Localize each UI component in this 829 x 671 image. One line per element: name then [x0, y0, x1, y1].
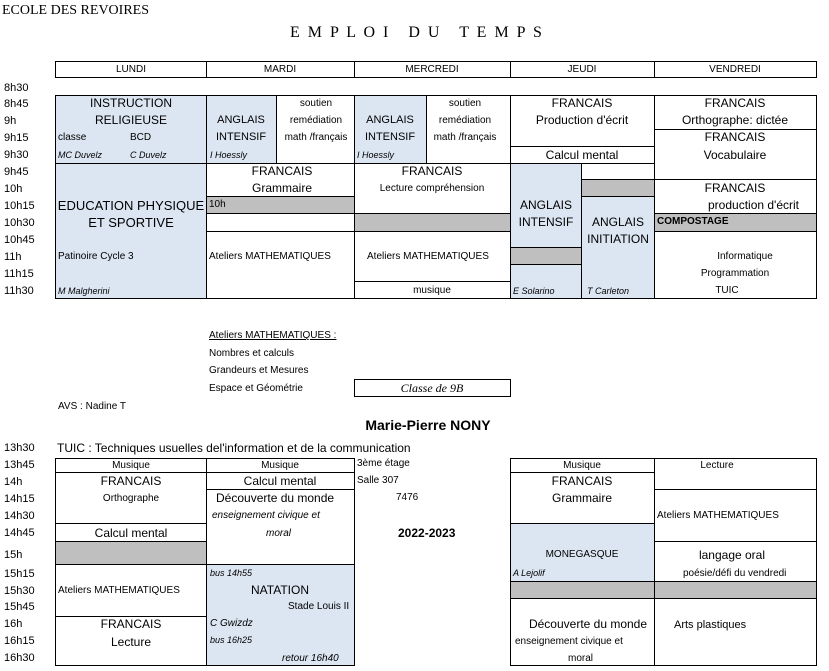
code-label: 7476 — [396, 492, 419, 503]
course-detail: Grammaire — [551, 491, 613, 505]
ateliers-title: Ateliers MATHEMATIQUES : — [209, 330, 337, 341]
course-detail: moral — [266, 528, 292, 539]
teacher-name: MC Duvelz — [58, 150, 103, 160]
course-title: Lecture — [700, 460, 734, 471]
break-label: 10h — [209, 199, 226, 210]
teacher-name: C Gwizdz — [210, 618, 253, 629]
course-title: ANGLAIS — [217, 114, 265, 126]
time-label: 15h15 — [4, 568, 35, 580]
course-detail: math /français — [284, 132, 348, 143]
course-detail: math /français — [433, 132, 497, 143]
mardi-break — [206, 196, 355, 214]
course-detail: Patinoire Cycle 3 — [58, 251, 134, 262]
school-year: 2022-2023 — [398, 526, 456, 540]
room-label: Salle 307 — [357, 475, 399, 486]
jeudi-empty — [581, 163, 655, 180]
mardi-ateliers — [206, 231, 355, 299]
course-detail: soutien — [299, 98, 333, 109]
ateliers-item: Espace et Géométrie — [209, 383, 303, 394]
course-detail: Grammaire — [251, 181, 313, 195]
course-detail: Programmation — [700, 268, 770, 279]
tuic-definition: TUIC : Techniques usuelles del'information et de la communication — [57, 441, 411, 455]
course-title: ANGLAIS — [366, 114, 414, 126]
teacher-name: T Carleton — [587, 286, 630, 296]
teacher-name: I Hoessly — [210, 150, 248, 160]
course-title: COMPOSTAGE — [657, 216, 729, 227]
time-label: 14h15 — [4, 493, 35, 505]
course-title: FRANCAIS — [251, 164, 313, 178]
day-label: JEUDI — [567, 64, 597, 75]
course-title: INTENSIF — [215, 131, 267, 143]
course-detail: soutien — [448, 98, 482, 109]
day-label: LUNDI — [115, 64, 147, 75]
course-detail: enseignement civique et — [515, 636, 623, 647]
course-title: NATATION — [251, 583, 309, 597]
course-title: Musique — [563, 460, 601, 471]
lundi-pm-break — [55, 541, 207, 565]
time-label: 10h — [4, 183, 23, 195]
course-title: Musique — [112, 460, 150, 471]
course-title: Calcul mental — [243, 474, 317, 488]
course-title: FRANCAIS — [401, 164, 463, 178]
day-label: VENDREDI — [709, 64, 761, 75]
course-title: Arts plastiques — [674, 619, 747, 631]
course-detail: Orthographe — [102, 493, 160, 504]
course-title: Musique — [261, 460, 299, 471]
course-title: FRANCAIS — [551, 96, 613, 110]
school-name: ECOLE DES REVOIRES — [2, 3, 149, 18]
course-title: ET SPORTIVE — [88, 215, 174, 230]
vendredi-pm-arts — [654, 598, 817, 666]
course-detail: remédiation — [438, 115, 492, 126]
time-label: 10h45 — [4, 234, 35, 246]
time-label: 14h45 — [4, 527, 35, 539]
ateliers-item: Nombres et calculs — [209, 348, 295, 359]
time-label: 16h15 — [4, 635, 35, 647]
course-title: INITIATION — [587, 232, 649, 246]
course-detail: Informatique — [717, 251, 773, 262]
course-detail: TUIC — [715, 285, 739, 296]
time-label: 11h — [4, 251, 22, 263]
course-title: INTENSIF — [364, 131, 416, 143]
jeudi-pm-break — [510, 581, 655, 599]
return-time: retour 16h40 — [282, 653, 339, 664]
time-label: 9h45 — [4, 166, 29, 178]
course-title: ANGLAIS — [519, 198, 573, 212]
course-title: FRANCAIS — [704, 96, 766, 110]
course-detail: poésie/défi du vendredi — [683, 568, 787, 579]
time-label: 14h30 — [4, 510, 35, 522]
teacher-name: A Lejolif — [513, 568, 545, 578]
teacher-name: C Duvelz — [130, 150, 167, 160]
course-detail: enseignement civique et — [212, 510, 320, 521]
floor-label: 3ème étage — [357, 458, 410, 469]
time-label: 13h30 — [4, 442, 35, 454]
time-label: 10h15 — [4, 200, 35, 212]
course-detail: Vocabulaire — [703, 148, 767, 162]
course-detail: moral — [568, 653, 594, 664]
course-detail: remédiation — [289, 115, 343, 126]
bus-time: bus 14h55 — [210, 568, 253, 578]
teacher-name: I Hoessly — [357, 150, 395, 160]
course-detail: Production d'écrit — [535, 113, 629, 127]
time-label: 15h — [4, 549, 23, 561]
course-detail: Ateliers MATHEMATIQUES — [367, 251, 489, 262]
course-detail: Ateliers MATHEMATIQUES — [58, 585, 180, 596]
course-title: RELIGIEUSE — [94, 113, 168, 127]
course-detail: musique — [413, 285, 451, 296]
course-title: FRANCAIS — [551, 474, 613, 488]
lundi-education-physique — [55, 163, 207, 299]
vendredi-pm-break — [654, 581, 817, 599]
time-label: 10h30 — [4, 217, 35, 229]
course-title: Calcul mental — [94, 526, 168, 540]
course-detail: classe — [58, 132, 87, 143]
time-label: 16h30 — [4, 652, 35, 664]
time-label: 16h — [4, 618, 23, 630]
course-title: ANGLAIS — [591, 215, 645, 229]
class-label: Classe de 9B — [400, 381, 464, 395]
course-title: FRANCAIS — [100, 474, 162, 488]
course-title: FRANCAIS — [704, 181, 766, 195]
course-title: INSTRUCTION — [90, 96, 172, 110]
mardi-empty — [206, 213, 355, 232]
mardi-pm-natation — [206, 564, 355, 666]
vendredi-pm-lecture — [654, 458, 817, 490]
time-label: 15h45 — [4, 601, 35, 613]
day-label: MERCREDI — [405, 64, 459, 75]
jeudi-anglais-initiation — [581, 196, 655, 299]
course-detail: Lecture — [110, 635, 152, 649]
jeudi-break-2 — [510, 247, 582, 265]
teacher-name: E Solarino — [513, 286, 555, 296]
day-label: MARDI — [263, 64, 297, 75]
course-detail: Stade Louis II — [288, 601, 350, 612]
mercredi-break — [354, 213, 511, 232]
time-label: 9h30 — [4, 149, 29, 161]
course-title: Découverte du monde — [528, 617, 648, 631]
avs-label: AVS : Nadine T — [58, 401, 126, 412]
page-title: E M P L O I D U T E M P S — [290, 24, 544, 41]
course-detail: Ateliers MATHEMATIQUES — [657, 510, 779, 521]
course-detail: Orthographe: dictée — [681, 113, 789, 127]
time-label: 14h — [4, 476, 23, 488]
time-label: 8h45 — [4, 98, 29, 110]
ateliers-item: Grandeurs et Mesures — [209, 365, 309, 376]
course-title: FRANCAIS — [704, 130, 766, 144]
time-label: 9h15 — [4, 132, 29, 144]
jeudi-break-1 — [581, 179, 655, 197]
course-title: EDUCATION PHYSIQUE — [57, 198, 205, 213]
time-label: 15h30 — [4, 585, 35, 597]
course-title: INTENSIF — [518, 215, 574, 229]
time-label: 11h15 — [4, 268, 34, 280]
time-label: 13h45 — [4, 459, 35, 471]
course-detail: Ateliers MATHEMATIQUES — [209, 251, 331, 262]
course-detail: production d'écrit — [708, 198, 800, 212]
bus-time: bus 16h25 — [210, 635, 253, 645]
teacher-name: M Malgherini — [58, 286, 110, 296]
teacher-title: Marie-Pierre NONY — [365, 417, 491, 433]
time-label: 11h30 — [4, 285, 34, 297]
course-title: MONEGASQUE — [545, 549, 619, 560]
course-title: langage oral — [698, 548, 766, 562]
course-detail: BCD — [130, 132, 152, 143]
course-title: Découverte du monde — [216, 491, 335, 505]
course-detail: Lecture compréhension — [379, 183, 485, 194]
time-label: 8h30 — [4, 82, 29, 94]
course-title: FRANCAIS — [100, 617, 162, 631]
time-label: 9h — [4, 115, 17, 127]
course-title: Calcul mental — [545, 148, 619, 162]
